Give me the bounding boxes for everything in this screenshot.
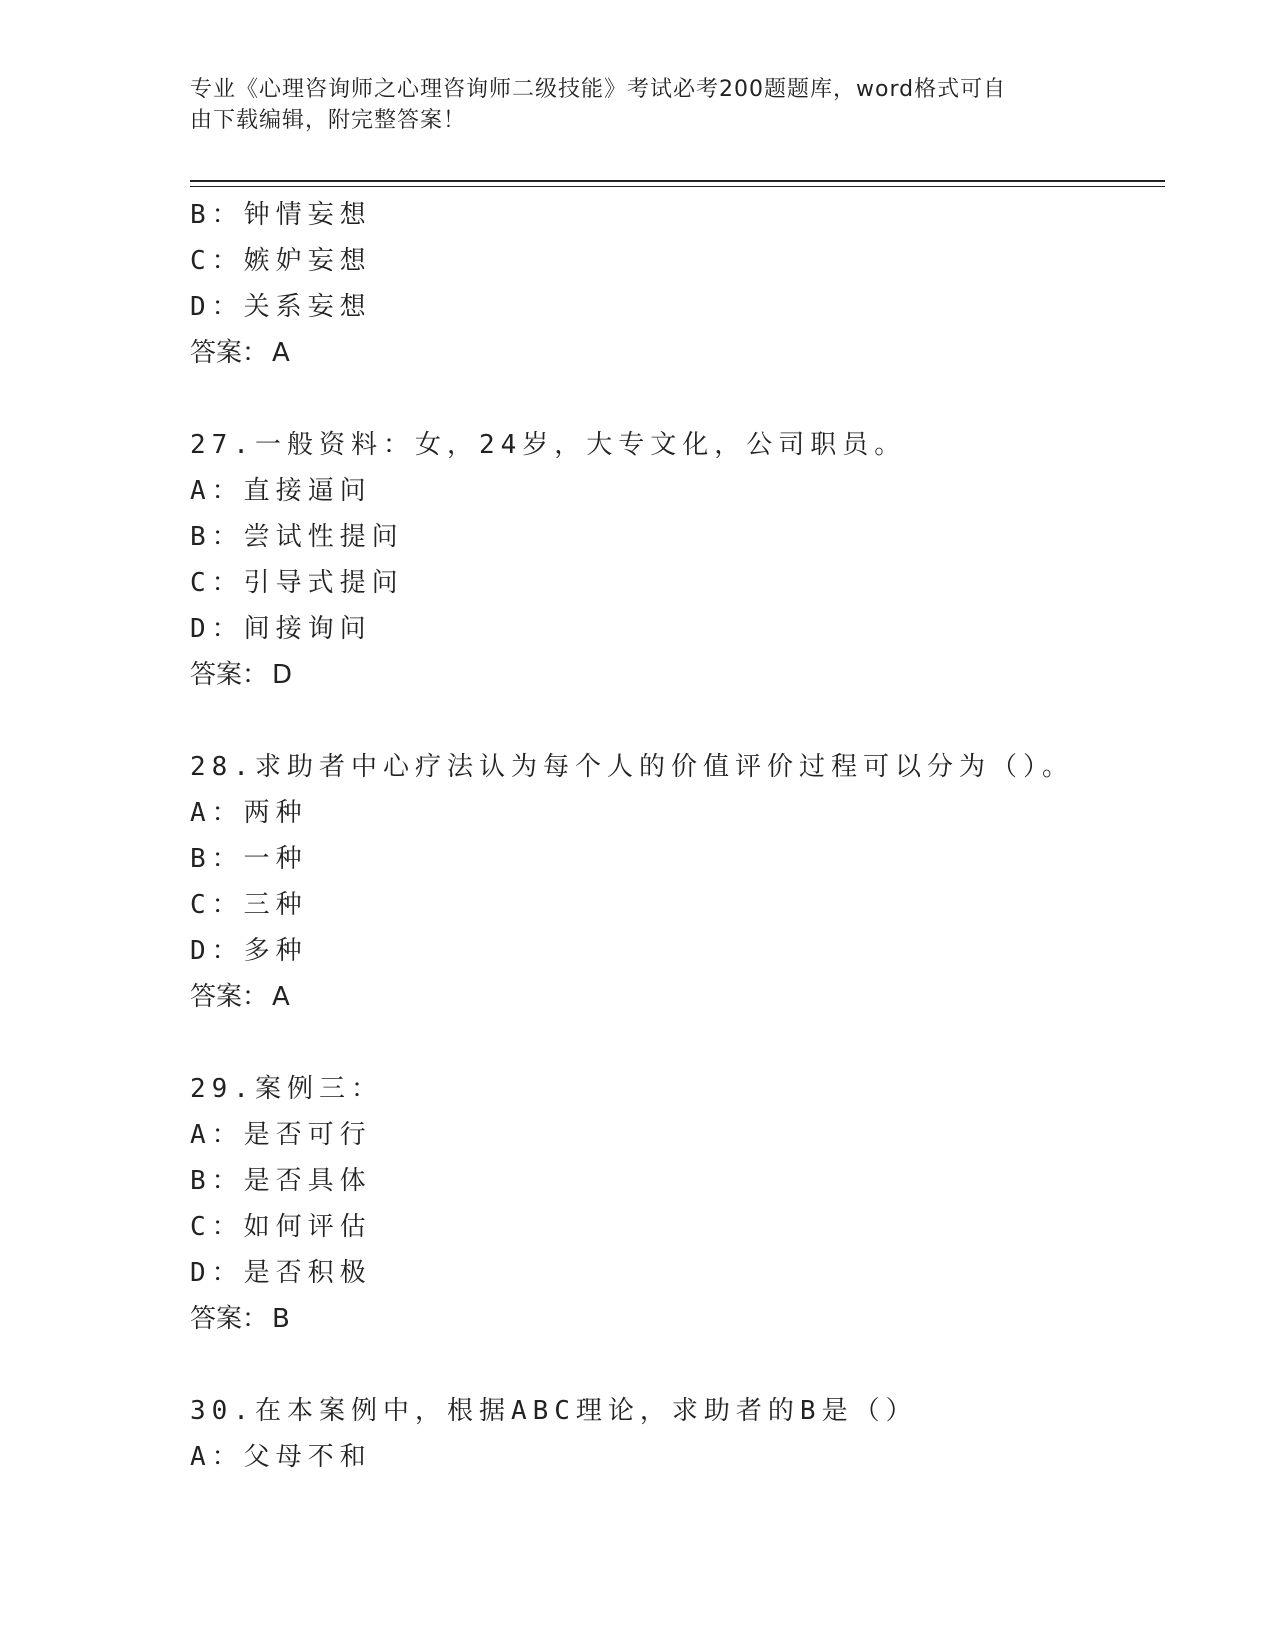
answer-label: 答案： (190, 1304, 269, 1334)
option-c: C：引导式提问 (190, 568, 404, 598)
question-stem: 28.求助者中心疗法认为每个人的价值评价过程可以分为（）。 (190, 752, 1074, 782)
answer-value: B (272, 1304, 290, 1334)
answer-label: 答案： (190, 982, 269, 1012)
question-28 (190, 744, 1165, 1020)
answer-line (190, 974, 1165, 1020)
question-stem: 30.在本案例中，根据ABC理论，求助者的B是（） (190, 1396, 918, 1426)
option-c: C：三种 (190, 890, 308, 920)
header-line-1: 专业《心理咨询师之心理咨询师二级技能》考试必考200题题库，word格式可自 (190, 77, 1007, 102)
spacer (190, 698, 1165, 744)
answer-line (190, 652, 1165, 698)
option-b: B：一种 (190, 844, 308, 874)
answer-line (190, 330, 1165, 376)
question-26-continued (190, 192, 1165, 376)
question-stem: 27.一般资料：女，24岁，大专文化，公司职员。 (190, 430, 907, 460)
spacer (190, 1020, 1165, 1066)
option-a: A：父母不和 (190, 1442, 372, 1472)
option-b: B：尝试性提问 (190, 522, 404, 552)
question-stem: 29.案例三： (190, 1074, 383, 1104)
answer-label: 答案： (190, 338, 269, 368)
answer-label: 答案： (190, 660, 269, 690)
question-30 (190, 1388, 1165, 1480)
option-a: A：是否可行 (190, 1120, 372, 1150)
option-c: C：如何评估 (190, 1212, 372, 1242)
header-line-2: 由下载编辑，附完整答案！ (190, 108, 467, 133)
header-divider-thick (190, 180, 1165, 182)
option-c: C：嫉妒妄想 (190, 246, 372, 276)
spacer (190, 1342, 1165, 1388)
question-list (190, 192, 1165, 1480)
question-29 (190, 1066, 1165, 1342)
option-b: B：是否具体 (190, 1166, 372, 1196)
answer-value: A (272, 338, 290, 368)
option-d: D：多种 (190, 936, 308, 966)
answer-value: D (272, 660, 293, 690)
option-b: B：钟情妄想 (190, 200, 372, 230)
option-d: D：间接询问 (190, 614, 372, 644)
option-a: A：直接逼问 (190, 476, 372, 506)
header-divider-thin (190, 186, 1165, 187)
document-header (190, 74, 1070, 136)
question-27 (190, 422, 1165, 698)
spacer (190, 376, 1165, 422)
option-d: D：是否积极 (190, 1258, 372, 1288)
answer-line (190, 1296, 1165, 1342)
answer-value: A (272, 982, 290, 1012)
option-a: A：两种 (190, 798, 308, 828)
option-d: D：关系妄想 (190, 292, 372, 322)
